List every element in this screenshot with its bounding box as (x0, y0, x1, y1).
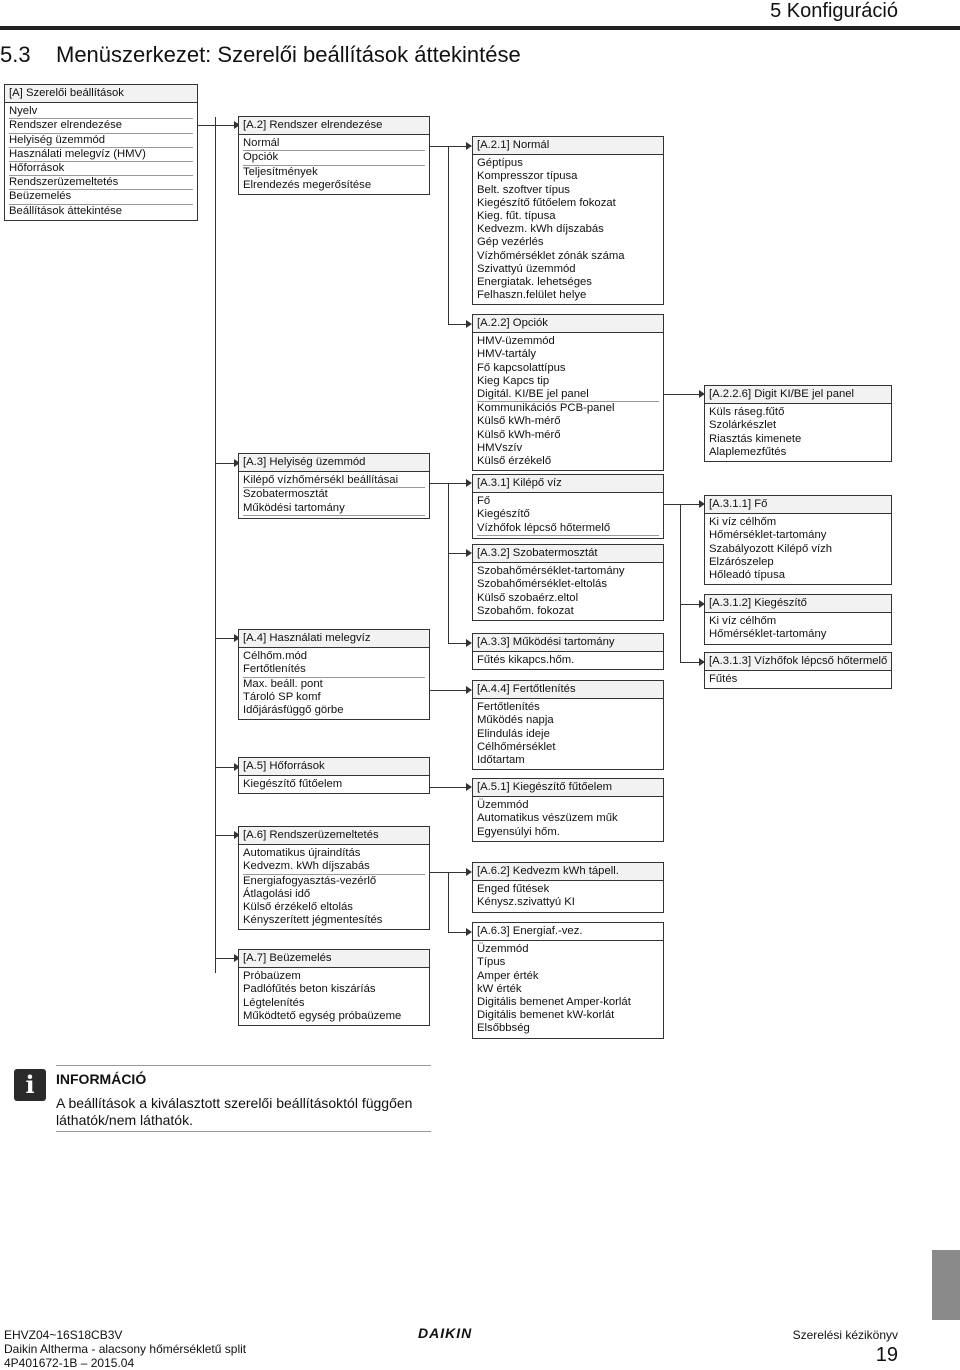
menu-item[interactable]: Próbaüzem (243, 970, 301, 983)
menu-item[interactable]: Ki víz célhőm (709, 615, 777, 628)
menu-title: Szobatermosztát (512, 547, 598, 559)
menu-code: [A.7] (243, 952, 267, 964)
menu-item[interactable]: Működés napja (477, 714, 554, 727)
connector-line (215, 958, 235, 959)
menu-title: Rendszerüzemeltetés (269, 829, 379, 841)
menu-item[interactable]: Amper érték (477, 969, 539, 982)
menu-box-header (473, 634, 663, 652)
menu-code: [A.3.1.2] (709, 597, 752, 609)
menu-box-header (473, 315, 663, 333)
menu-box-a51 (472, 778, 664, 842)
menu-title: Kiegészítő fűtőelem (512, 781, 613, 793)
menu-box-a62 (472, 862, 664, 913)
menu-code: [A.2.2] (477, 317, 510, 329)
menu-item[interactable]: Kedvezm. kWh díjszabás (243, 860, 425, 874)
menu-box-body (473, 563, 663, 620)
menu-item[interactable]: Külső érzékelő eltolás (243, 901, 353, 914)
menu-box-a32 (472, 544, 664, 621)
menu-title: Fő (754, 498, 768, 510)
menu-box-body (473, 699, 663, 769)
menu-box-a5 (238, 757, 430, 794)
connector-line (680, 504, 700, 505)
menu-item[interactable]: Kiegészítő fűtőelem (243, 778, 343, 791)
section-title-text: Menüszerkezet: Szerelői beállítások áttekintése (56, 42, 521, 67)
menu-item[interactable]: Időjárásfüggő görbe (243, 704, 344, 717)
menu-box-body (705, 404, 891, 461)
menu-box-body (705, 613, 891, 643)
menu-item[interactable]: Szobahőmérséklet-tartomány (477, 565, 625, 578)
menu-item[interactable]: Hőmérséklet-tartomány (709, 529, 827, 542)
menu-box-body (239, 845, 429, 929)
menu-code: [A.3.1.3] (709, 655, 752, 667)
section-number: 5.3 (0, 42, 31, 67)
menu-box-a22 (472, 314, 664, 471)
menu-item[interactable]: Légtelenítés (243, 996, 305, 1009)
menu-item[interactable]: Felhaszn.felület helye (477, 289, 587, 302)
menu-item[interactable]: Szivattyú üzemmód (477, 262, 576, 275)
menu-item[interactable]: HMVszív (477, 441, 523, 454)
connector-line (215, 125, 235, 126)
menu-box-header (473, 475, 663, 493)
menu-item[interactable]: Kieg Kapcs tip (477, 374, 550, 387)
menu-item[interactable]: Célhőmérséklet (477, 740, 556, 753)
menu-code: [A.3.1.1] (709, 498, 752, 510)
menu-title: Normál (512, 139, 550, 151)
menu-title: Rendszer elrendezése (269, 119, 383, 131)
menu-item[interactable]: Egyensúlyi hőm. (477, 825, 560, 838)
menu-box-a33 (472, 633, 664, 670)
connector-line (215, 767, 235, 768)
page-number: 19 (875, 1344, 898, 1366)
menu-item[interactable]: Fertőtlenítés (477, 701, 540, 714)
connector-line (448, 643, 468, 644)
menu-box-header (473, 779, 663, 797)
menu-title: Szerelői beállítások (25, 87, 124, 99)
menu-title: Kiegészítő (754, 597, 807, 609)
menu-item[interactable]: Normál (243, 137, 425, 151)
menu-box-header (473, 545, 663, 563)
footer-doc-code: 4P401672-1B – 2015.04 (4, 1356, 135, 1370)
menu-item[interactable]: HMV-üzemmód (477, 335, 555, 348)
menu-box-header (473, 681, 663, 699)
footer-manual-title: Szerelési kézikönyv (792, 1328, 898, 1342)
menu-item[interactable]: Riasztás kimenete (709, 432, 802, 445)
menu-box-a31 (472, 474, 664, 539)
menu-box-header (473, 137, 663, 155)
connector-line (428, 690, 468, 691)
menu-title: Kedvezm kWh tápell. (512, 865, 619, 877)
menu-item[interactable]: Beállítások áttekintése (9, 204, 123, 217)
menu-box-a63 (472, 922, 664, 1039)
menu-box-a311 (704, 495, 892, 585)
menu-box-header (473, 863, 663, 881)
connector-line (448, 932, 468, 933)
menu-box-a2 (238, 116, 430, 195)
menu-title: Fertőtlenítés (512, 683, 576, 695)
menu-box-body (705, 671, 891, 688)
menu-title: Működési tartomány (512, 636, 615, 648)
menu-item[interactable]: Nyelv (9, 105, 193, 119)
menu-box-header (239, 950, 429, 968)
connector-line (215, 835, 235, 836)
menu-item[interactable]: Ki víz célhőm (709, 516, 777, 529)
menu-box-body (473, 797, 663, 841)
menu-box-body (473, 333, 663, 470)
menu-item[interactable]: Fűtés (709, 673, 738, 686)
menu-box-a312 (704, 594, 892, 645)
menu-item[interactable]: Elzárószelep (709, 555, 774, 568)
menu-item[interactable]: Kénysz.szivattyú KI (477, 896, 575, 909)
menu-title: Vízhőfok lépcső hőtermelő (754, 655, 888, 667)
menu-title: Hőforrások (269, 760, 325, 772)
menu-item[interactable]: Beüzemelés (9, 190, 193, 204)
menu-box-body (705, 514, 891, 584)
menu-title: Digit KI/BE jel panel (754, 388, 855, 400)
menu-item[interactable]: Rendszerüzemeltetés (9, 176, 193, 190)
menu-box-body (5, 103, 197, 220)
menu-item[interactable]: Működtető egység próbaüzeme (243, 1009, 402, 1022)
brand-logo: DAIKIN (418, 1325, 473, 1341)
menu-box-a226 (704, 385, 892, 462)
connector-line (448, 553, 468, 554)
menu-box-body (473, 652, 663, 669)
menu-box-body (239, 776, 429, 793)
menu-item[interactable]: Szobahőmérséklet-eltolás (477, 578, 607, 591)
menu-code: [A.3] (243, 456, 267, 468)
menu-box-a7 (238, 949, 430, 1026)
menu-item[interactable]: Szobatermosztát (243, 488, 328, 501)
menu-item[interactable]: Padlófűtés beton kiszáríás (243, 983, 376, 996)
menu-item[interactable]: Elsőbbség (477, 1022, 530, 1035)
menu-item[interactable]: Kiegészítő (477, 508, 530, 521)
menu-item[interactable]: Digitál. KI/BE jel panel (477, 388, 659, 402)
menu-item[interactable]: Hőforrások (9, 162, 193, 176)
menu-code: [A.2] (243, 119, 267, 131)
menu-box-body (473, 493, 663, 538)
menu-item[interactable]: Rendszer elrendezése (9, 119, 193, 133)
menu-box-body (473, 155, 663, 304)
menu-item[interactable]: Belt. szoftver típus (477, 183, 570, 196)
menu-code: [A.3.3] (477, 636, 510, 648)
connector-line (448, 324, 468, 325)
menu-item[interactable]: Átlagolási idő (243, 887, 311, 900)
connector-line (448, 146, 449, 324)
menu-box-a21 (472, 136, 664, 305)
menu-item[interactable]: Vízhőfok lépcső hőtermelő (477, 522, 659, 536)
menu-box-header (239, 827, 429, 845)
info-divider (56, 1065, 431, 1066)
menu-item[interactable]: Max. beáll. pont (243, 677, 323, 690)
menu-code: [A.5] (243, 760, 267, 772)
menu-box-header (239, 758, 429, 776)
info-title: INFORMÁCIÓ (56, 1071, 147, 1087)
footer-model: EHVZ04~16S18CB3V (4, 1328, 123, 1342)
menu-title: Beüzemelés (269, 952, 332, 964)
menu-item[interactable]: Kieg. fűt. típusa (477, 210, 556, 223)
connector-line (680, 604, 700, 605)
menu-item[interactable]: Szabályozott Kilépő vízh (709, 542, 833, 555)
connector-line (680, 662, 700, 663)
menu-item[interactable]: Digitális bemenet kW-korlát (477, 1009, 615, 1022)
menu-box-body (239, 135, 429, 194)
menu-code: [A.5.1] (477, 781, 510, 793)
menu-item[interactable]: Külső szobaérz.eltol (477, 591, 579, 604)
info-divider (56, 1131, 431, 1132)
menu-title: Használati melegvíz (269, 632, 371, 644)
menu-item[interactable]: Kilépő vízhőmérsékl beállításai (243, 474, 425, 488)
menu-item[interactable]: Típus (477, 956, 506, 969)
menu-box-header (705, 595, 891, 613)
menu-box-body (239, 968, 429, 1025)
menu-item[interactable]: Szobahőm. fokozat (477, 604, 574, 617)
menu-box-header (239, 117, 429, 135)
menu-box-a4 (238, 629, 430, 720)
connector-line (195, 125, 215, 126)
menu-item[interactable]: Fertőtlenítés (243, 663, 425, 677)
menu-code: [A.3.2] (477, 547, 510, 559)
connector-line (662, 504, 680, 505)
connector-line (680, 504, 681, 662)
menu-item[interactable]: Hőleadó típusa (709, 569, 785, 582)
menu-title: Helyiség üzemmód (269, 456, 366, 468)
menu-item[interactable]: Működési tartomány (243, 502, 425, 516)
chapter-tab-marker (932, 1250, 960, 1320)
menu-item[interactable]: Üzemmód (477, 799, 529, 812)
menu-box-header (705, 386, 891, 404)
menu-item[interactable]: Opciók (243, 151, 425, 165)
menu-code: [A.4] (243, 632, 267, 644)
info-text: A beállítások a kiválasztott szerelői beállításoktól függően láthatók/nem láthatók. (56, 1095, 413, 1128)
chapter-heading: 5 Konfiguráció (770, 0, 898, 22)
menu-item[interactable]: Automatikus vészüzem műk (477, 812, 618, 825)
menu-title: Opciók (512, 317, 548, 329)
menu-title: Energiaf.-vez. (512, 925, 583, 937)
menu-code: [A.6.3] (477, 925, 510, 937)
menu-item[interactable]: Fűtés kikapcs.hőm. (477, 654, 575, 667)
section-title (0, 42, 521, 68)
menu-item[interactable]: Automatikus újraindítás (243, 847, 361, 860)
menu-item[interactable]: Küls ráseg.fűtő (709, 406, 785, 419)
footer-product: Daikin Altherma - alacsony hőmérsékletű split (4, 1342, 247, 1356)
menu-item[interactable]: Kényszerített jégmentesítés (243, 914, 383, 927)
menu-code: [A.3.1] (477, 477, 510, 489)
menu-code: [A.6] (243, 829, 267, 841)
menu-item[interactable]: Üzemmód (477, 943, 529, 956)
menu-item[interactable]: Kedvezm. kWh díjszabás (477, 223, 604, 236)
menu-box-a (4, 84, 198, 221)
connector-line (448, 483, 449, 643)
menu-code: [A] (9, 87, 23, 99)
menu-item[interactable]: Kompresszor típusa (477, 170, 578, 183)
menu-code: [A.2.2.6] (709, 388, 752, 400)
menu-box-header (705, 653, 891, 671)
menu-title: Kilépő víz (512, 477, 562, 489)
menu-box-header (705, 496, 891, 514)
menu-box-a3 (238, 453, 430, 519)
chapter-divider (0, 26, 960, 30)
menu-item[interactable]: Kommunikációs PCB-panel (477, 402, 615, 415)
menu-item[interactable]: Használati melegvíz (HMV) (9, 148, 193, 162)
menu-box-header (239, 630, 429, 648)
connector-line (428, 787, 468, 788)
menu-box-a44 (472, 680, 664, 770)
footer-left (4, 1328, 246, 1370)
info-icon: i (14, 1069, 46, 1101)
menu-item[interactable]: Fő (477, 495, 491, 508)
menu-item[interactable]: Vízhőmérséklet zónák száma (477, 249, 625, 262)
menu-item[interactable]: Géptípus (477, 157, 523, 170)
menu-item[interactable]: Teljesítmények (243, 165, 318, 178)
menu-box-header (5, 85, 197, 103)
connector-line (215, 638, 235, 639)
menu-item[interactable]: Energiafogyasztás-vezérlő (243, 874, 377, 887)
menu-box-body (473, 941, 663, 1037)
menu-item[interactable]: Külső kWh-mérő (477, 415, 561, 428)
menu-item[interactable]: Enged fűtések (477, 883, 550, 896)
menu-item[interactable]: HMV-tartály (477, 348, 537, 361)
menu-item[interactable]: Gép vezérlés (477, 236, 544, 249)
menu-box-body (239, 472, 429, 518)
menu-item[interactable]: Helyiség üzemmód (9, 134, 193, 148)
menu-item[interactable]: Célhőm.mód (243, 650, 308, 663)
connector-line (448, 872, 449, 932)
menu-item[interactable]: Külső érzékelő (477, 455, 552, 468)
menu-box-a6 (238, 826, 430, 930)
menu-item[interactable]: Elindulás ideje (477, 727, 550, 740)
menu-box-body (239, 648, 429, 719)
menu-item[interactable]: Hőmérséklet-tartomány (709, 628, 827, 641)
connector-line (215, 117, 216, 973)
menu-code: [A.4.4] (477, 683, 510, 695)
menu-item[interactable]: Kiegészítő fűtőelem fokozat (477, 196, 616, 209)
menu-item[interactable]: Tároló SP komf (243, 690, 321, 703)
connector-line (215, 463, 235, 464)
menu-box-header (473, 923, 663, 941)
menu-item[interactable]: Külső kWh-mérő (477, 428, 561, 441)
menu-box-body (473, 881, 663, 911)
connector-line (662, 394, 700, 395)
menu-item[interactable]: Alaplemezfűtés (709, 445, 787, 458)
menu-box-header (239, 454, 429, 472)
menu-item[interactable]: Szolárkészlet (709, 419, 777, 432)
menu-item[interactable]: Energiatak. lehetséges (477, 276, 592, 289)
menu-item[interactable]: kW érték (477, 982, 522, 995)
menu-item[interactable]: Digitális bemenet Amper-korlát (477, 996, 631, 1009)
menu-item[interactable]: Időtartam (477, 754, 525, 767)
menu-item[interactable]: Fő kapcsolattípus (477, 361, 566, 374)
menu-box-a313 (704, 652, 892, 689)
menu-code: [A.6.2] (477, 865, 510, 877)
menu-item[interactable]: Elrendezés megerősítése (243, 178, 372, 191)
menu-code: [A.2.1] (477, 139, 510, 151)
